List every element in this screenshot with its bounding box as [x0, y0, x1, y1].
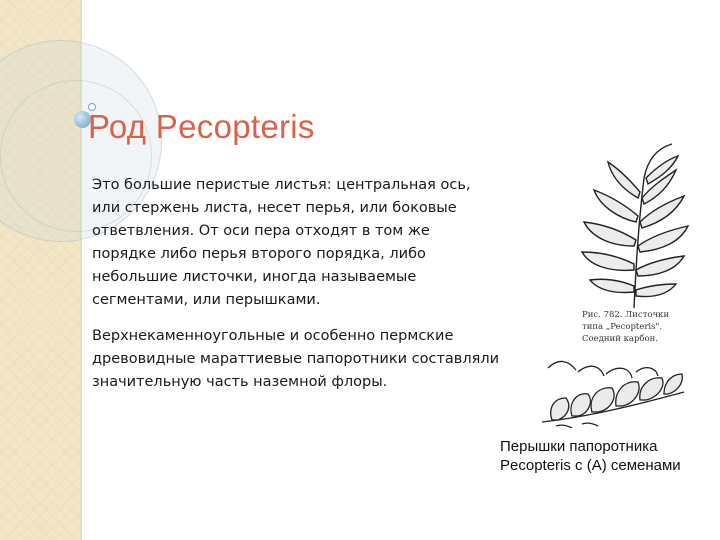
pinnule-illustration — [538, 348, 688, 428]
caption-line-2: Pecopteris с (А) семенами — [500, 457, 681, 474]
pinnule-caption — [500, 437, 681, 475]
fern-frond-illustration — [572, 138, 698, 310]
description-paragraph: Это большие перистые листья: центральная ось, или стержень листа, несет перья, или боковые ответвления. От оси пера отходят в том же порядке либо перья второго порядка, либо небольшие листочки, иногда называемые сегментами, или перышками. — [92, 177, 471, 308]
flora-paragraph: Верхнекаменноугольные и особенно пермские древовидные мараттиевые папоротники составляли значительную часть наземной флоры. — [92, 328, 500, 390]
figure-caption: Рис. 782. Листочки типа „Pecopteris". Соедний карбон. — [582, 310, 670, 344]
caption-line-1: Перышки папоротника — [500, 438, 658, 455]
slide-title: Род Pecopteris — [88, 108, 315, 145]
